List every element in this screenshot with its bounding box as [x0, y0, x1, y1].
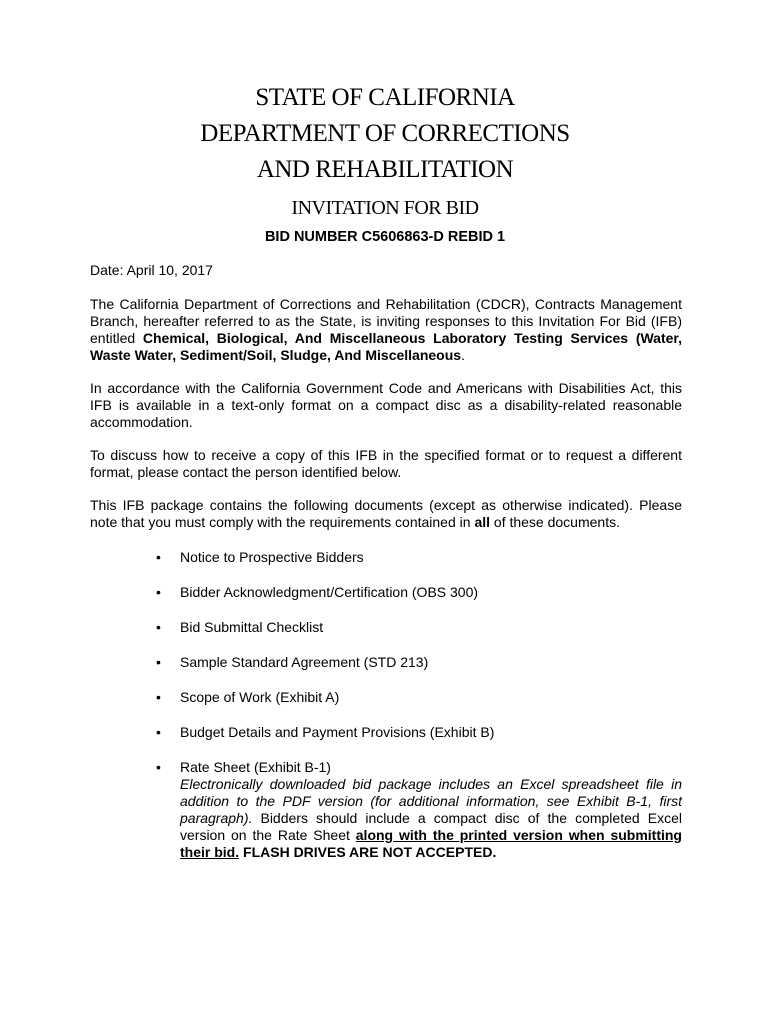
document-header — [0, 80, 770, 222]
bullet-icon: • — [156, 759, 161, 775]
intro-period: . — [461, 347, 465, 363]
list-item-label: Bidder Acknowledgment/Certification (OBS 300) — [180, 584, 479, 600]
package-text-end: of these documents. — [490, 514, 620, 530]
bullet-icon: • — [156, 549, 161, 565]
document-date: Date: April 10, 2017 — [90, 262, 213, 278]
flash-drive-warning: FLASH DRIVES ARE NOT ACCEPTED. — [239, 844, 497, 860]
format-request-paragraph: To discuss how to receive a copy of this IFB in the specified format or to request a different format, please contact the person identified below. — [90, 447, 682, 480]
document-list — [150, 549, 682, 879]
rate-sheet-italic-note: Electronically downloaded bid package includes an Excel spreadsheet file in addition to the PDF version (for additional information, see Exhibit B-1, first paragraph). — [180, 776, 682, 826]
rate-sheet-instructions: Bidders should include a compact disc of the completed Excel version on the Rate Sheet — [180, 810, 682, 843]
list-item — [150, 549, 682, 566]
list-item-label: Sample Standard Agreement (STD 213) — [180, 654, 429, 670]
list-item-label: Notice to Prospective Bidders — [180, 549, 364, 565]
list-item-label: Rate Sheet (Exhibit B-1) — [180, 759, 331, 775]
list-item — [150, 584, 682, 601]
bullet-icon: • — [156, 584, 161, 600]
header-rehabilitation: AND REHABILITATION — [256, 156, 514, 183]
bullet-icon: • — [156, 724, 161, 740]
list-item — [150, 619, 682, 636]
rate-sheet-note — [180, 776, 682, 861]
list-item-label: Scope of Work (Exhibit A) — [180, 689, 340, 705]
list-item — [150, 654, 682, 671]
bullet-icon: • — [156, 689, 161, 705]
package-contents-paragraph — [90, 497, 682, 531]
list-item — [150, 724, 682, 741]
ifb-title: Chemical, Biological, And Miscellaneous Laboratory Testing Services (Water, Waste Water, Sediment/Soil, Sludge, And Miscellaneous — [90, 330, 682, 363]
bullet-icon: • — [156, 619, 161, 635]
package-text: This IFB package contains the following documents (except as otherwise indicated). Please note that you must comply with the requirements contained in — [90, 497, 682, 530]
list-item-label: Budget Details and Payment Provisions (Exhibit B) — [180, 724, 495, 740]
bid-number: BID NUMBER C5606863-D REBID 1 — [264, 229, 506, 245]
header-invitation-for-bid: INVITATION FOR BID — [291, 197, 479, 219]
bullet-icon: • — [156, 654, 161, 670]
intro-paragraph — [90, 296, 682, 364]
header-state: STATE OF CALIFORNIA — [255, 84, 515, 111]
intro-text: The California Department of Corrections and Rehabilitation (CDCR), Contracts Management Branch, hereafter referred to as the State, is inviting responses to this Invitation For Bid (IFB) entitled — [90, 296, 682, 346]
list-item-label: Bid Submittal Checklist — [180, 619, 324, 635]
printed-version-requirement: along with the printed version when submitting their bid. — [180, 827, 682, 860]
list-item — [150, 689, 682, 706]
list-item-rate-sheet — [150, 759, 682, 861]
emphasis-all: all — [474, 514, 491, 530]
accessibility-paragraph: In accordance with the California Government Code and Americans with Disabilities Act, this IFB is available in a text-only format on a compact disc as a disability-related reasonable accommodation. — [90, 380, 682, 430]
header-department: DEPARTMENT OF CORRECTIONS — [200, 120, 570, 147]
